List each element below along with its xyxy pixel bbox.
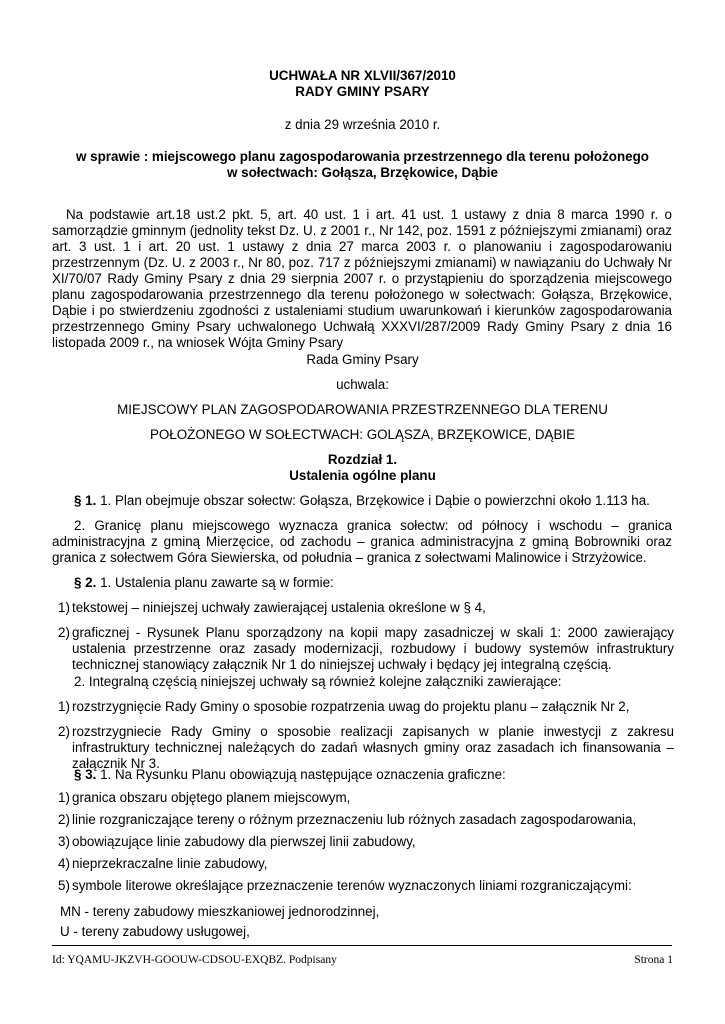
chapter-title: Ustalenia ogólne planu bbox=[289, 468, 436, 483]
council-title: RADY GMINY PSARY bbox=[295, 84, 430, 99]
preamble-paragraph: Na podstawie art.18 ust.2 pkt. 5, art. 40 ust. 1 i art. 41 ust. 1 ustawy z dnia 8 marca 1990 r. o samorządzie gminnym (jednolity tekst Dz. U. z 2001 r., Nr 142, poz. 1591 z późniejszymi zmianami) oraz art. 3 ust. 1 i art. 20 ust. 1 ustawy z dnia 27 marca 2003 r. o planowaniu i zagospodarowaniu przestrzennym (Dz. U. z 2003 r., Nr 80, poz. 717 z późniejszymi zmianami) w nawiązaniu do Uchwały Nr XI/70/07 Rady Gminy Psary z dnia 29 sierpnia 2007 r. o przystąpieniu do sporządzenia miejscowego planu zagospodarowania przestrzennego dla terenu położonego w sołectwach: Gołąsza, Brzękowice, Dąbie i po stwierdzeniu zgodności z ustaleniami studium uwarunkowań i kierunków zagospodarowania przestrzennego Gminy Psary uchwalonego Uchwałą XXXVI/287/2009 Rady Gminy Psary z dnia 16 listopada 2009 r., na wniosek Wójta Gminy Psary bbox=[52, 207, 672, 350]
section-1-paragraph-2: 2. Granicę planu miejscowego wyznacza granica sołectw: od północy i wschodu – granica administracyjna z gminą Mierzęcice, od zachodu – granica administracyjna z gminą Bobrowniki oraz granica z sołectwem Góra Siewierska, od południa – granica z sołectwami Malinowice i Strzyżowice. bbox=[52, 518, 672, 565]
list-item: 1) tekstowej – niniejszej uchwały zawierającej ustalenia określone w § 4, bbox=[58, 600, 486, 615]
list-item: 4) nieprzekraczalne linie zabudowy, bbox=[58, 856, 268, 871]
document-id: Id: YQAMU-JKZVH-GOOUW-CDSOU-EXQBZ. Podpisany bbox=[52, 954, 337, 966]
plan-title-line-1: MIEJSCOWY PLAN ZAGOSPODAROWANIA PRZESTRZENNEGO DLA TERENU bbox=[117, 402, 608, 417]
section-2-text: 1. Ustalenia planu zawarte są w formie: bbox=[100, 575, 334, 590]
section-2-paragraph-1 bbox=[74, 575, 334, 591]
subject-line-1: w sprawie : miejscowego planu zagospodarowania przestrzennego dla terenu położonego bbox=[76, 149, 649, 164]
list-item: 2) rozstrzygniecie Rady Gminy o sposobie realizacji zapisanych w planie inwestycji z zakresu infrastruktury technicznej należących do zadań własnych gminy oraz zasadach ich finansowania – załącznik Nr 3. bbox=[58, 724, 674, 771]
list-item: 3) obowiązujące linie zabudowy dla pierwszej linii zabudowy, bbox=[58, 834, 416, 849]
list-item: 1) granica obszaru objętego planem miejscowym, bbox=[58, 790, 351, 805]
footer-divider bbox=[52, 945, 672, 946]
list-item: 2) graficznej - Rysunek Planu sporządzony na kopii mapy zasadniczej w skali 1: 2000 zawierający ustalenia przestrzenne oraz zasady modernizacji, rozbudowy i budowy systemów infrastruktury technicznej stanowiący załącznik Nr 1 do niniejszej uchwały i będący jej integralną częścią. bbox=[58, 625, 674, 672]
section-2-paragraph-2: 2. Integralną częścią niniejszej uchwały są również kolejne załączniki zawierające: bbox=[74, 674, 562, 689]
resolves-label: uchwala: bbox=[336, 377, 389, 392]
resolution-title: UCHWAŁA NR XLVII/367/2010 bbox=[269, 68, 456, 83]
section-3-paragraph-1 bbox=[74, 767, 506, 783]
section-2-mark: § 2. bbox=[74, 575, 97, 590]
section-1-text: 1. Plan obejmuje obszar sołectw: Gołąsza, Brzękowice i Dąbie o powierzchni około 1.113 ha. bbox=[100, 493, 650, 508]
resolution-date: z dnia 29 września 2010 r. bbox=[284, 117, 441, 132]
section-3-mark: § 3. bbox=[74, 767, 97, 782]
list-item: 2) linie rozgraniczające tereny o różnym przeznaczeniu lub różnych zasadach zagospodarowania, bbox=[58, 812, 637, 827]
council-name: Rada Gminy Psary bbox=[306, 352, 419, 367]
list-item: 1) rozstrzygnięcie Rady Gminy o sposobie rozpatrzenia uwag do projektu planu – załącznik Nr 2, bbox=[58, 699, 630, 714]
section-1-paragraph-1 bbox=[74, 493, 650, 509]
subject-line-2: w sołectwach: Gołąsza, Brzękowice, Dąbie bbox=[227, 165, 498, 180]
section-3-text: 1. Na Rysunku Planu obowiązują następujące oznaczenia graficzne: bbox=[100, 767, 506, 782]
symbol-mn: MN - tereny zabudowy mieszkaniowej jednorodzinnej, bbox=[60, 904, 380, 919]
chapter-label: Rozdział 1. bbox=[327, 452, 398, 467]
list-item: 5) symbole literowe określające przeznaczenie terenów wyznaczonych liniami rozgraniczającymi: bbox=[58, 878, 632, 893]
symbol-u: U - tereny zabudowy usługowej, bbox=[60, 924, 250, 939]
page-number: Strona 1 bbox=[634, 954, 673, 966]
section-1-mark: § 1. bbox=[74, 493, 97, 508]
plan-title-line-2: POŁOŻONEGO W SOŁECTWACH: GOLĄSZA, BRZĘKOWICE, DĄBIE bbox=[149, 427, 576, 442]
